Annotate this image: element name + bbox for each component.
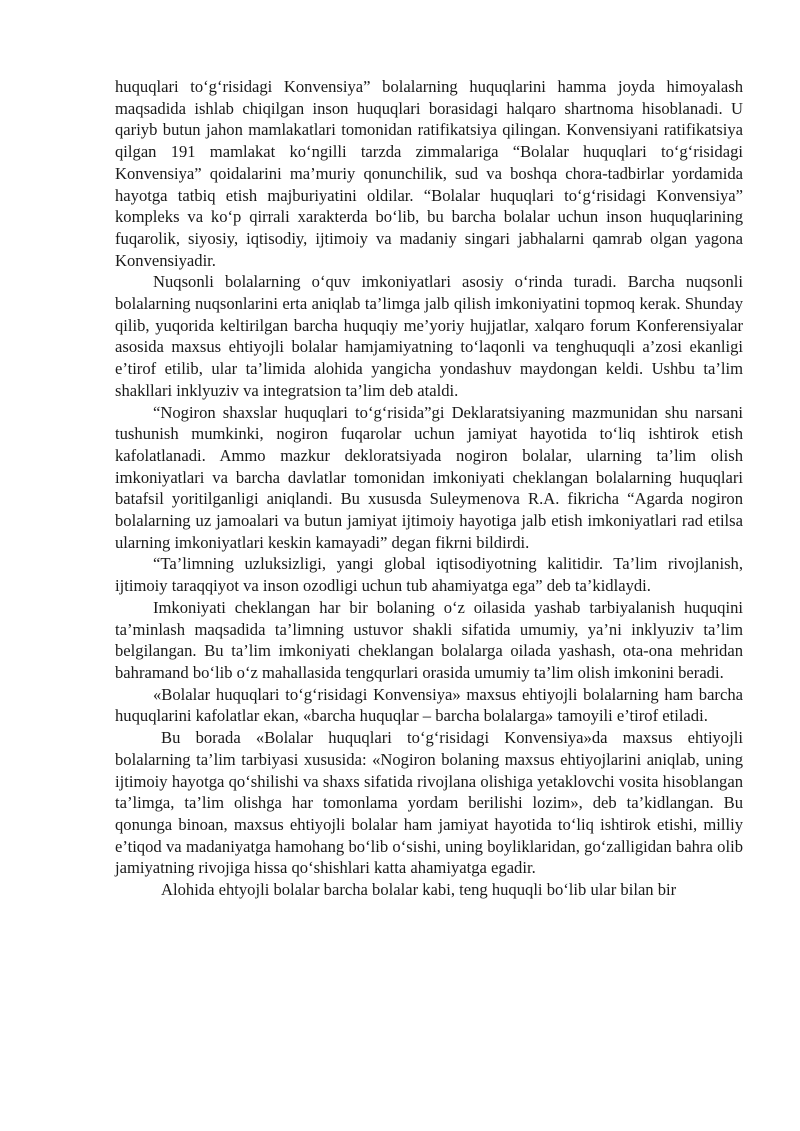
paragraph-declaration: “Nogiron shaxslar huquqlari to‘g‘risida”gi Deklaratsiyaning mazmunidan shu narsani tushunish mumkinki, nogiron fuqarolar uchun jamiyat hayotida to‘liq ishtirok etish kafolatlanadi. Ammo mazkur dekloratsiyada nogiron bolalar, ularning ta’lim olish imkoniyatlari va barcha davlatlar tomonidan imkoniyati cheklangan bolalarning huquqlari batafsil yoritilganligi aniqlandi. Bu xususda Suleymenova R.A. fikricha “Agarda nogiron bolalarning uz jamoalari va butun jamiyat ijtimoiy hayotiga jalb etish imkoniyatlari rad etilsa ularning imkoniyatlari keskin kamayadi” degan fikrni bildirdi. (115, 402, 743, 552)
document-page (115, 76, 743, 901)
paragraph-special-needs: Bu borada «Bolalar huquqlari to‘g‘risidagi Konvensiya»da maxsus ehtiyojli bolalarning ta’lim tarbiyasi xususida: «Nogiron bolaning maxsus ehtiyojlarini aniqlab, uning ijtimoiy hayotga qo‘shilishi va shaxs sifatida rivojlana olishiga yetaklovchi vosita hisoblangan ta’limga, ta’lim olishga har tomonlama yordam berilishi lozim», deb ta’kidlangan. Bu qonunga binoan, maxsus ehtiyojli bolalar ham jamiyat hayotida to‘liq ishtirok etishi, milliy e’tiqod va madaniyatga hamohang bo‘lib o‘sishi, uning boyliklaridan, go‘zalligidan bahra olib jamiyatning rivojiga hissa qo‘shishlari katta ahamiyatga egadir. (115, 728, 743, 878)
paragraph-convention-overview: huquqlari to‘g‘risidagi Konvensiya” bolalarning huquqlarini hamma joyda himoyalash maqsadida ishlab chiqilgan inson huquqlari borasidagi halqaro shartnoma hisoblanadi. U qariyb butun jahon mamlakatlari tomonidan ratifikatsiya qilingan. Konvensiyani ratifikatsiya qilgan 191 mamlakat ko‘ngilli tarzda zimmalariga “Bolalar huquqlari to‘g‘risidagi Konvensiya” qoidalarini ma’muriy qonunchilik, sud va boshqa chora-tadbirlar yordamida hayotga tatbiq etish majburiyatini oldilar. “Bolalar huquqlari to‘g‘risidagi Konvensiya” kompleks va ko‘p qirrali xarakterda bo‘lib, bu barcha bolalar uchun inson huquqlarining fuqarolik, siyosiy, iqtisodiy, ijtimoiy va madaniy singari jabhalarni qamrab olgan yagona Konvensiyadir. (115, 77, 743, 270)
paragraph-all-rights: «Bolalar huquqlari to‘g‘risidagi Konvensiya» maxsus ehtiyojli bolalarning ham barcha huquqlarini kafolatlar ekan, «barcha huquqlar – barcha bolalarga» tamoyili e’tirof etiladi. (115, 684, 743, 726)
paragraph-continuity-quote: “Ta’limning uzluksizligi, yangi global iqtisodiyotning kalitidir. Ta’lim rivojlanish, ijtimoiy taraqqiyot va inson ozodligi uchun tub ahamiyatga ega” deb ta’kidlaydi. (115, 554, 743, 596)
paragraph-inclusive-education: Imkoniyati cheklangan har bir bolaning o‘z oilasida yashab tarbiyalanish huquqini ta’minlash maqsadida ta’limning ustuvor shakli sifatida umumiy, ya’ni inklyuziv ta’lim belgilangan. Bu ta’lim imkoniyati cheklangan bolalarga oilada yashash, ota-ona mehridan bahramand bo‘lib o‘z mahallasida tengqurlari orasida umumiy ta’lim olish imkonini beradi. (115, 597, 743, 682)
paragraph-learning-opportunities: Nuqsonli bolalarning o‘quv imkoniyatlari asosiy o‘rinda turadi. Barcha nuqsonli bolalarning nuqsonlarini erta aniqlab ta’limga jalb qilish imkoniyatini topmoq kerak. Shunday qilib, yuqorida keltirilgan barcha huquqiy me’yoriy hujjatlar, xalqaro forum Konferensiyalar asosida maxsus ehtiyojli bolalar hamjamiyatning to‘laqonli va tenghuquqli a’zosi ekanligi e’tirof etilib, ular ta’limida alohida yangicha yondashuv maydongan keldi. Ushbu ta’lim shakllari inklyuziv va integratsion ta’lim deb ataldi. (115, 272, 743, 400)
paragraph-continued: Alohida ehtyojli bolalar barcha bolalar kabi, teng huquqli bo‘lib ular bilan bir (161, 880, 677, 900)
